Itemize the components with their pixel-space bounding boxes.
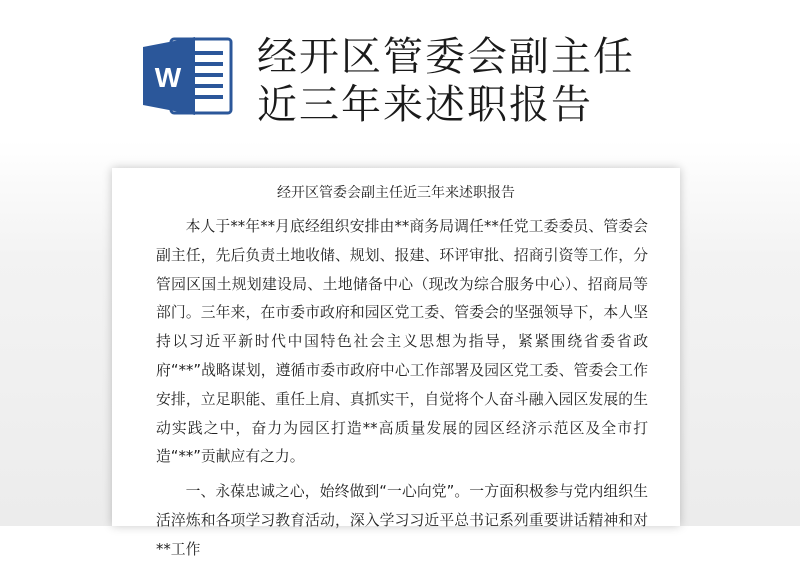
word-icon-letter: W [154, 62, 182, 93]
word-document-icon [143, 35, 235, 117]
document-title: 经开区管委会副主任近三年来述职报告 [277, 185, 515, 201]
banner-title-line-1: 经开区管委会副主任 [257, 34, 635, 80]
document-paragraph-2: 一、永葆忠诚之心，始终做到“一心向党”。一方面积极参与党内组织生活淬炼和各项学习教育活动，深入学习习近平总书记系列重要讲话精神和对**工作 [156, 483, 648, 558]
header-banner [0, 0, 800, 140]
document-paragraph-1: 本人于**年**月底经组织安排由**商务局调任**任党工委委员、管委会副主任，先后负责土地收储、规划、报建、环评审批、招商引资等工作，分管园区国土规划建设局、土地储备中心（现改为综合服务中心）、招商局等部门。三年来，在市委市政府和园区党工委、管委会的坚强领导下，本人坚持以习近平新时代中国特色社会主义思想为指导，紧紧围绕省委省政府“**”战略谋划，遵循市委市政府中心工作部署及园区党工委、管委会工作安排，立足职能、重任上肩、真抓实干，自觉将个人奋斗融入园区发展的生动实践之中，奋力为园区打造**高质量发展的园区经济示范区及全市打造“**”贡献应有之力。 [156, 218, 648, 466]
document-page [112, 168, 680, 558]
banner-title-line-2: 近三年来述职报告 [257, 82, 593, 128]
